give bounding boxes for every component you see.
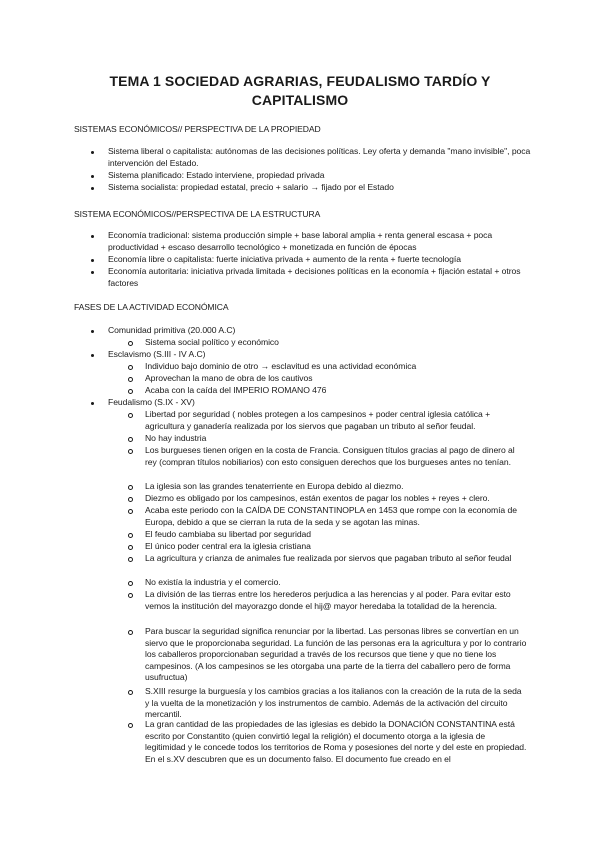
bullet-dot [91, 235, 94, 238]
list-item: Comunidad primitiva (20.000 A.C) [108, 325, 236, 335]
sub-list-item: La agricultura y crianza de animales fue realizada por siervos que pagaban tributo al señor feudal [145, 553, 512, 563]
sub-bullet-ring [128, 557, 133, 562]
bullet-dot [91, 259, 94, 262]
sub-bullet-ring [128, 389, 133, 394]
sub-list-item: No existía la industria y el comercio. [145, 577, 281, 587]
list-item: Economía libre o capitalista: fuerte iniciativa privada + aumento de la renta + fuerte tecnología [108, 254, 461, 264]
bullet-dot [91, 402, 94, 405]
sub-list-item: Diezmo es obligado por los campesinos, están exentos de pagar los nobles + reyes + clero. [145, 493, 490, 503]
sub-bullet-ring [128, 413, 133, 418]
bullet-dot [91, 354, 94, 357]
list-item: Feudalismo (S.IX - XV) [108, 397, 195, 407]
sub-bullet-ring [128, 630, 133, 635]
sub-list-item: Sistema social político y económico [145, 337, 279, 347]
bullet-dot [91, 187, 94, 190]
sub-list-item: La iglesia son las grandes tenaterriente en Europa debido al diezmo. [145, 481, 404, 491]
sub-list-item: La división de las tierras entre los herederos perjudica a las herencias y al poder. Para evitar esto vemos la institución del mayorazgo donde el hij@ mayor heredaba la totalidad de la herencia. [145, 589, 511, 611]
sub-list-item: La gran cantidad de las propiedades de las iglesias es debido la DONACIÓN CONSTANTINA está escrito por Constantito (quien convirtió legal la religión) el documento otorga a la iglesia de legitimidad y le concede todos los territorios de Roma y posesiones del norte y del este en propiedad. En el s.XV descubren que es un documento falso. El documento fue creado en el [145, 719, 527, 764]
bullet-dot [91, 271, 94, 274]
sub-list-item: El único poder central era la iglesia cristiana [145, 541, 311, 551]
sub-bullet-ring [128, 690, 133, 695]
sub-bullet-ring [128, 437, 133, 442]
bullet-dot [91, 330, 94, 333]
section-heading-estructura: SISTEMA ECONÓMICOS//PERSPECTIVA DE LA ESTRUCTURA [74, 209, 321, 219]
sub-list-item: Acaba con la caída del IMPERIO ROMANO 476 [145, 385, 327, 395]
list-item: Sistema planificado: Estado interviene, propiedad privada [108, 170, 325, 180]
sub-list-item: Los burgueses tienen origen en la costa de Francia. Consiguen títulos gracias al pago de dinero al rey (compran títulos nobiliarios) con esto consiguen derechos que los burgueses antes no tenían. [145, 445, 515, 467]
sub-bullet-ring [128, 533, 133, 538]
list-item: Sistema liberal o capitalista: autónomas de las decisiones políticas. Ley oferta y demanda "mano invisible", poca intervención del Estado. [108, 146, 531, 168]
section-heading-fases: FASES DE LA ACTIVIDAD ECONÓMICA [74, 302, 229, 312]
sub-list-item: No hay industria [145, 433, 207, 443]
sub-bullet-ring [128, 485, 133, 490]
list-item: Sistema socialista: propiedad estatal, precio + salario → fijado por el Estado [108, 182, 394, 192]
list-item: Economía autoritaria: iniciativa privada limitada + decisiones políticas en la economía + fijación estatal + otros factores [108, 266, 521, 288]
sub-list-item: Aprovechan la mano de obra de los cautivos [145, 373, 313, 383]
page-title: TEMA 1 SOCIEDAD AGRARIAS, FEUDALISMO TARDÍO Y CAPITALISMO [109, 73, 491, 108]
bullet-dot [91, 151, 94, 154]
section-heading-propiedad: SISTEMAS ECONÓMICOS// PERSPECTIVA DE LA PROPIEDAD [74, 124, 321, 134]
sub-list-item: Individuo bajo dominio de otro → esclavitud es una actividad económica [145, 361, 417, 371]
sub-bullet-ring [128, 497, 133, 502]
sub-bullet-ring [128, 365, 133, 370]
bullet-dot [91, 175, 94, 178]
sub-list-item: Acaba este periodo con la CAÍDA DE CONSTANTINOPLA en 1453 que rompe con la economía de Europa, debido a que se cierran la ruta de la seda y se agotan las minas. [145, 505, 517, 527]
list-item: Economía tradicional: sistema producción simple + base laboral amplia + renta general escasa + poca productividad + escaso desarrollo tecnológico + monetizada en función de épocas [108, 230, 493, 252]
list-item: Esclavismo (S.III - IV A.C) [108, 349, 206, 359]
sub-bullet-ring [128, 377, 133, 382]
sub-bullet-ring [128, 593, 133, 598]
sub-list-item: Para buscar la seguridad significa renunciar por la libertad. Las personas libres se convertían en un siervo que le proporcionaba seguridad. La función de las personas era la agricultura y por lo contrario los caballeros proporcionaban seguridad a través de los recursos que tiene y que no tiene los campesinos. (A los campesinos se les otorgaba una parte de la tierra del caballero pero de forma usufructua) [145, 626, 527, 683]
sub-bullet-ring [128, 723, 133, 728]
sub-bullet-ring [128, 449, 133, 454]
sub-list-item: Libertad por seguridad ( nobles protegen a los campesinos + poder central iglesia católica + agricultura y ganadería realizada por los siervos que pagaban un tributo al señor feudal. [145, 409, 491, 431]
sub-bullet-ring [128, 581, 133, 586]
sub-bullet-ring [128, 341, 133, 346]
sub-list-item: S.XIII resurge la burguesía y los cambios gracias a los italianos con la creación de la ruta de la seda y la vuelta de la monetización y los instrumentos de cambio. Además de la activación del circuito mercantil. [145, 686, 522, 720]
sub-bullet-ring [128, 545, 133, 550]
sub-list-item: El feudo cambiaba su libertad por seguridad [145, 529, 312, 539]
sub-bullet-ring [128, 509, 133, 514]
